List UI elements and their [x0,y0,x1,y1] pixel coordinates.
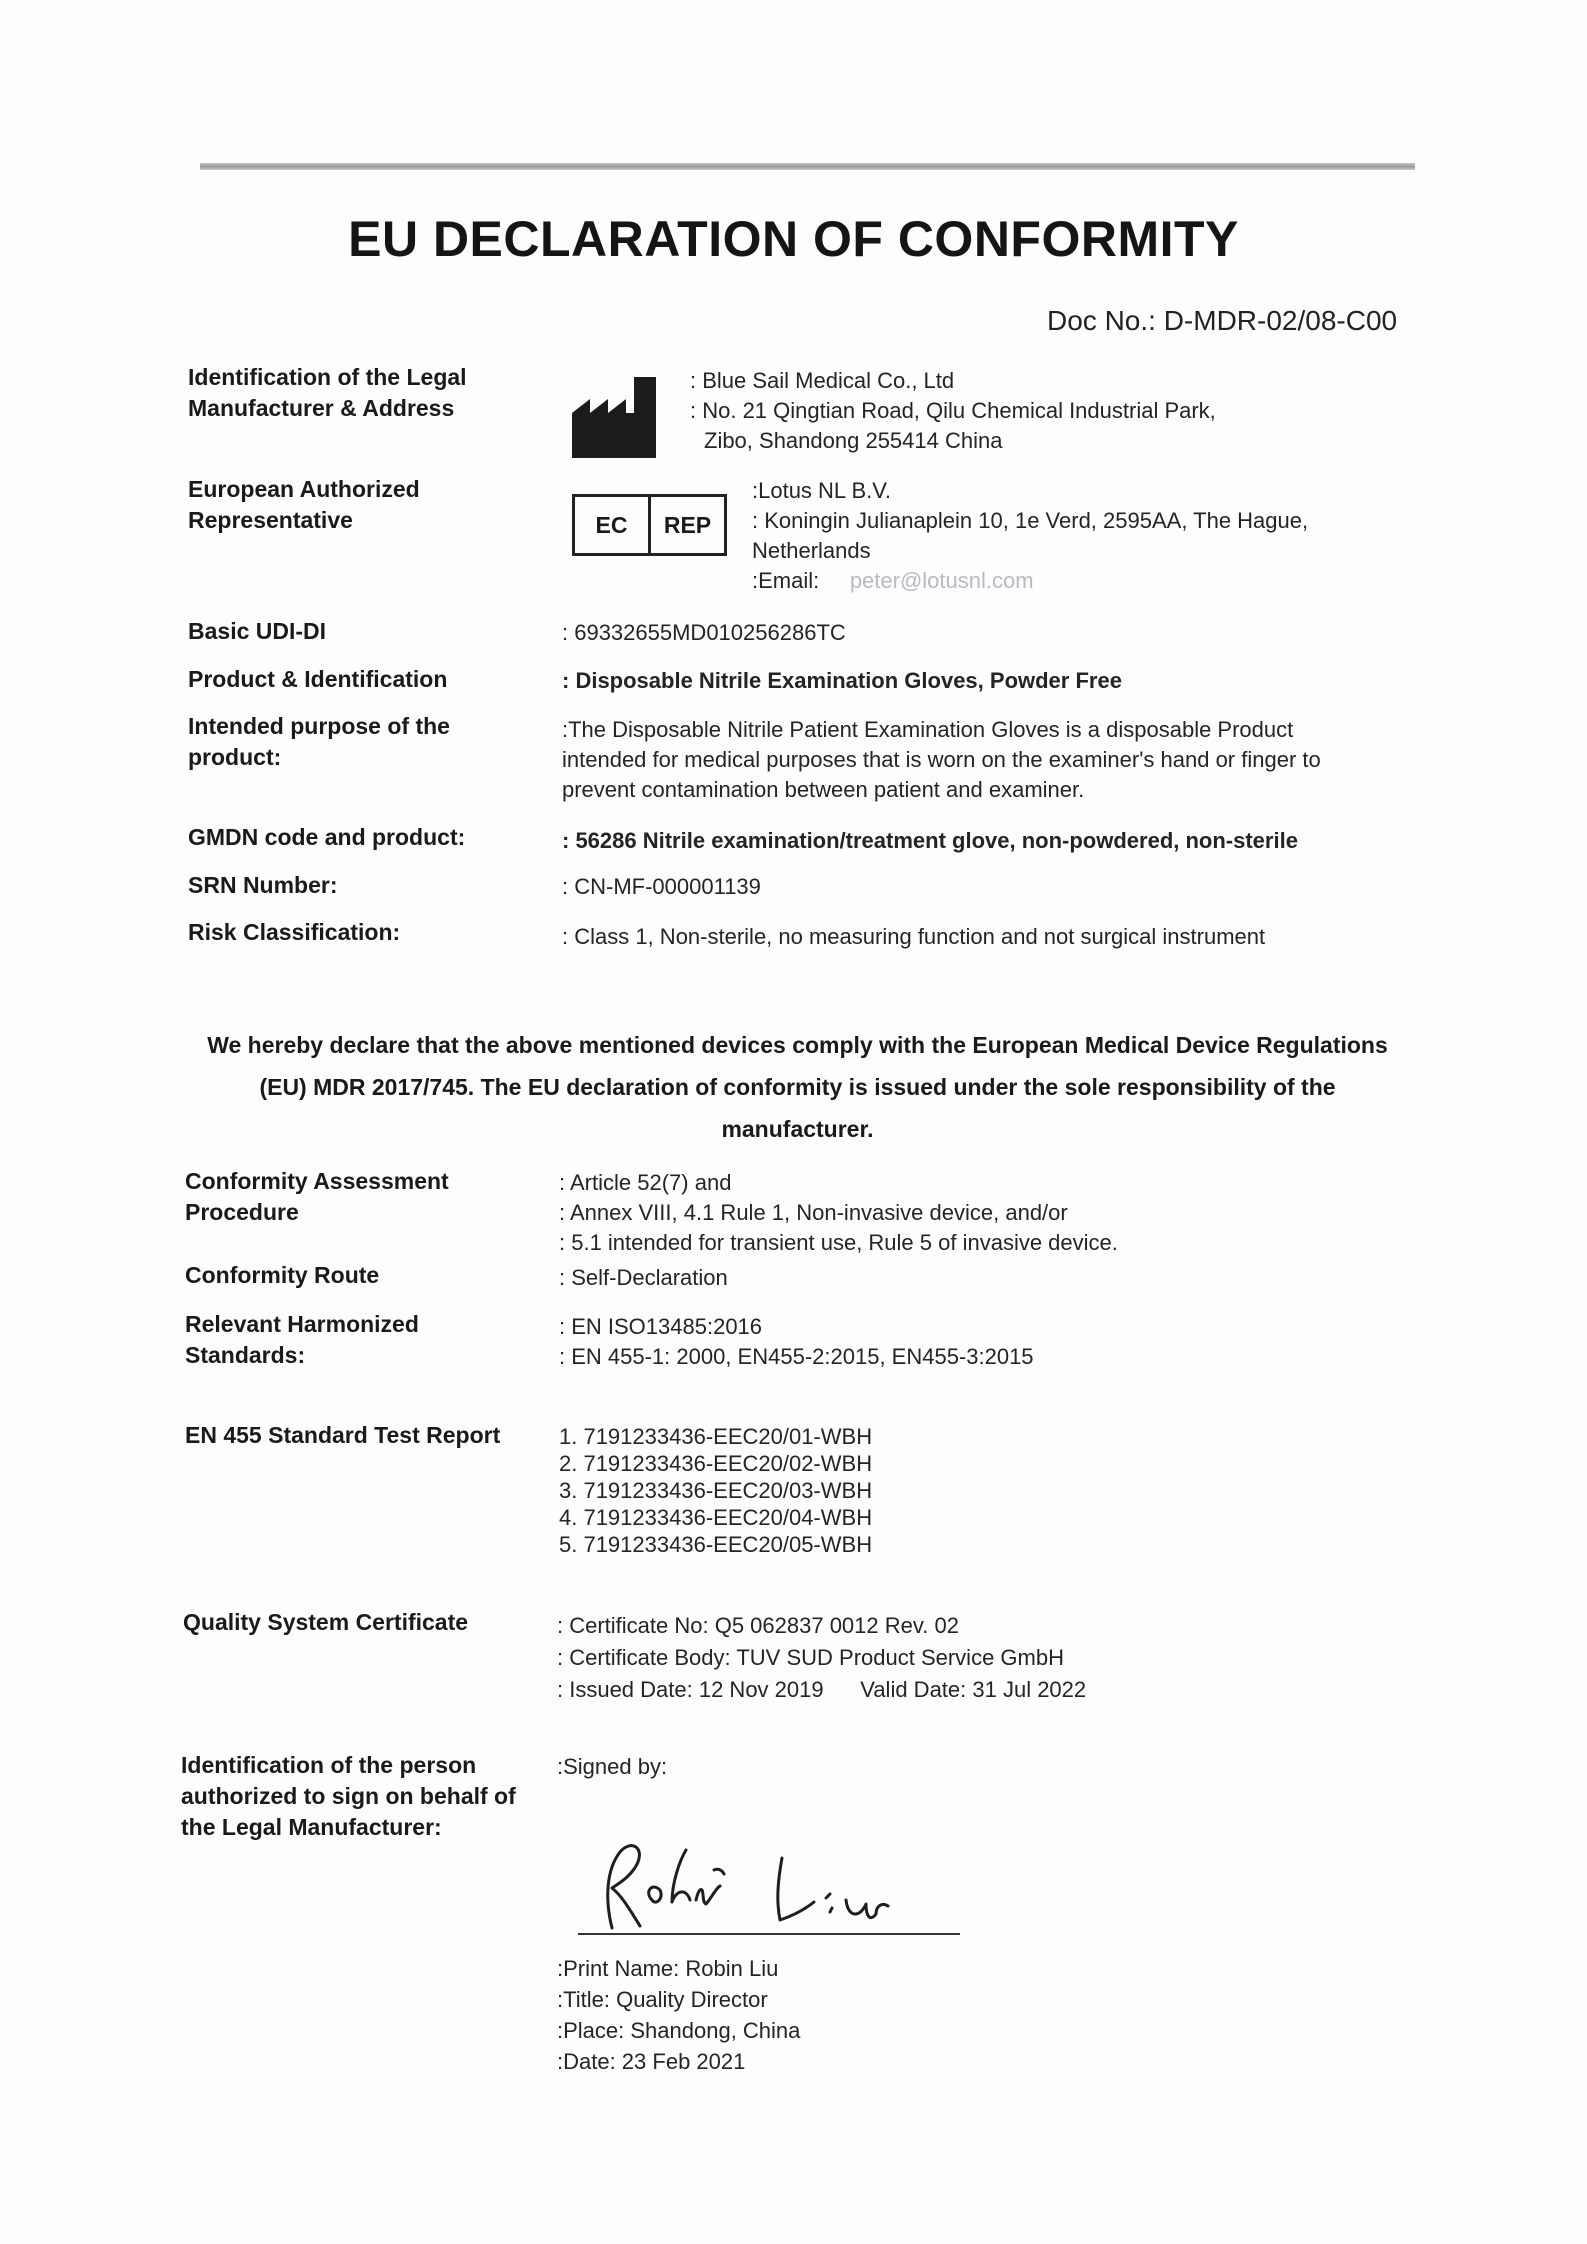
route-label: Conformity Route [185,1262,380,1288]
product-label: Product & Identification [188,666,448,692]
assessment-value: : Article 52(7) and : Annex VIII, 4.1 Rule 1, Non-invasive device, and/or : 5.1 intended for transient use, Rule 5 of invasive device. [559,1170,1118,1255]
signatory-details: :Print Name: Robin Liu :Title: Quality Director :Place: Shandong, China :Date: 23 Feb 2021 [557,1956,801,2074]
list-item: 1. 7191233436-EEC20/01-WBH [559,1424,873,1449]
test-report-label: EN 455 Standard Test Report [185,1422,501,1448]
signature [560,1830,970,1940]
list-item: 4. 7191233436-EEC20/04-WBH [559,1505,873,1530]
signatory-label: Identification of the person authorized to sign on behalf of the Legal Manufacturer: [181,1752,516,1840]
signed-by: :Signed by: [557,1754,668,1779]
manufacturer-factory-icon [570,375,660,460]
test-report-list [559,1423,872,1558]
list-item: 3. 7191233436-EEC20/03-WBH [559,1478,873,1503]
risk-label: Risk Classification: [188,919,401,945]
standards-value: : EN ISO13485:2016 : EN 455-1: 2000, EN455-2:2015, EN455-3:2015 [559,1314,1034,1369]
risk-value: : Class 1, Non-sterile, no measuring function and not surgical instrument [562,924,1266,949]
page-title: EU DECLARATION OF CONFORMITY [348,211,1239,267]
route-value: : Self-Declaration [559,1265,728,1290]
quality-cert-label: Quality System Certificate [183,1609,469,1635]
list-item: 5. 7191233436-EEC20/05-WBH [559,1532,873,1557]
srn-label: SRN Number: [188,872,338,898]
authorized-rep-value: :Lotus NL B.V. : Koningin Julianaplein 10, 1e Verd, 2595AA, The Hague, Netherlands :Email: peter@lotusnl.com [752,478,1309,593]
purpose-label: Intended purpose of the product: [188,713,450,770]
quality-cert-value: : Certificate No: Q5 062837 0012 Rev. 02 : Certificate Body: TUV SUD Product Service GmbH : Issued Date: 12 Nov 2019 Valid Date: 31 Jul 2022 [557,1613,1087,1702]
basic-udi-label: Basic UDI-DI [188,618,327,644]
declaration-statement: We hereby declare that the above mentioned devices comply with the European Medical Device Regulations (EU) MDR 2017/745. The EU declaration of conformity is issued under the sole responsibility of the manufacturer. [207,1032,1388,1142]
gmdn-value: : 56286 Nitrile examination/treatment glove, non-powdered, non-sterile [562,828,1298,853]
basic-udi-value: : 69332655MD010256286TC [562,620,846,645]
product-value: : Disposable Nitrile Examination Gloves, Powder Free [562,668,1122,693]
signature-line [578,1933,960,1935]
ec-rep-symbol: EC REP [572,494,727,556]
doc-number: Doc No.: D-MDR-02/08-C00 [1047,305,1398,336]
authorized-rep-label: European Authorized Representative [188,476,420,533]
manufacturer-value: : Blue Sail Medical Co., Ltd : No. 21 Qingtian Road, Qilu Chemical Industrial Park, Zibo, Shandong 255414 China [690,368,1216,453]
gmdn-label: GMDN code and product: [188,824,466,850]
standards-label: Relevant Harmonized Standards: [185,1311,419,1368]
header-rule [200,163,1415,170]
manufacturer-label: Identification of the Legal Manufacturer & Address [188,364,467,421]
list-item: 2. 7191233436-EEC20/02-WBH [559,1451,873,1476]
purpose-value: :The Disposable Nitrile Patient Examination Gloves is a disposable Product intended for medical purposes that is worn on the examiner's hand or finger to prevent contamination between patient and examiner. [562,717,1321,802]
email-label: :Email: [752,568,820,593]
email-link[interactable]: peter@lotusnl.com [849,568,1034,593]
assessment-label: Conformity Assessment Procedure [185,1168,449,1225]
srn-value: : CN-MF-000001139 [562,874,761,899]
